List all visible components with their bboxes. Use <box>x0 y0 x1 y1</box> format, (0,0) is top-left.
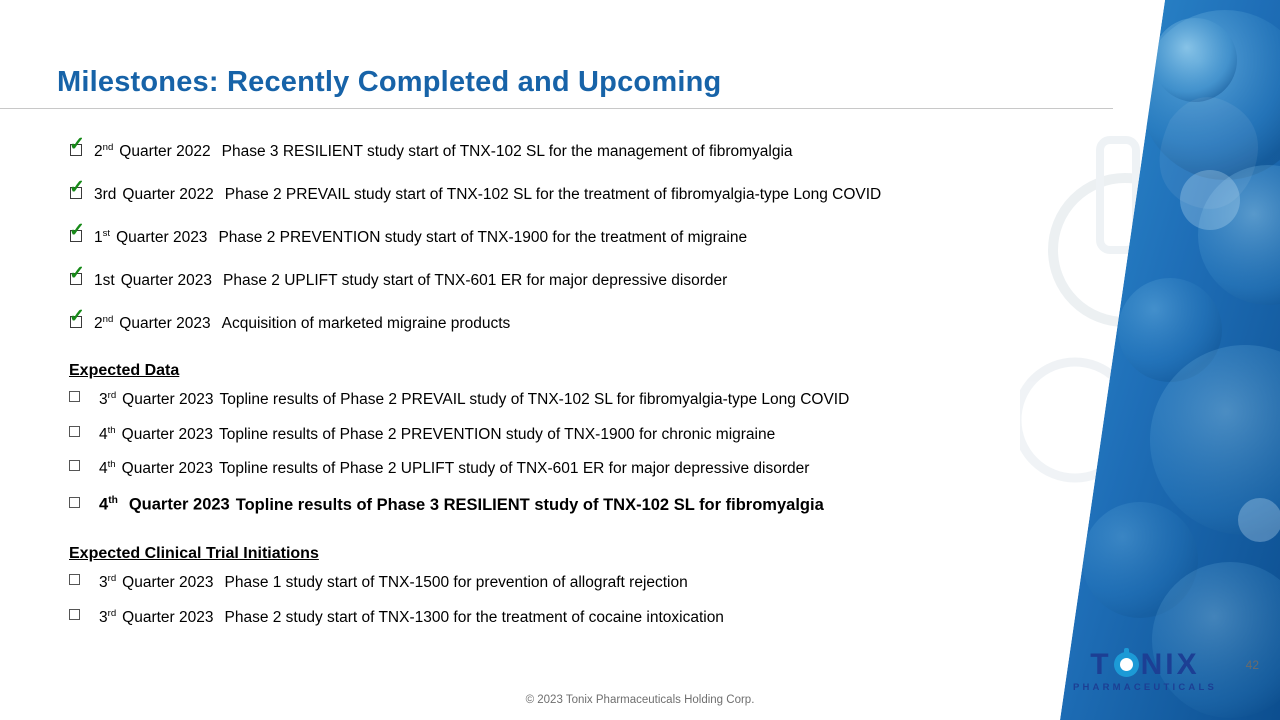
milestone-quarter: 1st Quarter 2023 <box>94 228 208 247</box>
empty-checkbox-icon <box>69 609 83 623</box>
milestone-text: Topline results of Phase 2 PREVENTION study of TNX-1900 for chronic migraine <box>218 426 776 444</box>
milestone-quarter: 2nd Quarter 2023 <box>94 314 211 333</box>
section-heading-expected-data: Expected Data <box>69 362 180 379</box>
list-item <box>69 608 724 627</box>
list-item <box>69 495 824 515</box>
empty-checkbox-icon <box>69 460 83 474</box>
list-item <box>69 390 849 409</box>
logo-o-icon <box>1114 652 1139 677</box>
milestone-quarter: 4th Quarter 2023 <box>99 459 213 478</box>
milestone-quarter: 1st Quarter 2023 <box>94 272 213 290</box>
list-item <box>69 459 809 478</box>
list-item <box>69 220 748 247</box>
list-item <box>69 177 882 204</box>
checkmark-icon: ✓ <box>69 134 85 156</box>
empty-checkbox-icon <box>69 497 83 511</box>
page-number: 42 <box>1245 658 1259 672</box>
milestone-text: Topline results of Phase 3 RESILIENT study of TNX-102 SL for fibromyalgia <box>235 495 824 514</box>
milestone-quarter: 3rd Quarter 2023 <box>99 573 214 592</box>
list-item <box>69 573 688 592</box>
empty-checkbox-icon <box>69 574 83 588</box>
logo-subtitle: PHARMACEUTICALS <box>1072 681 1217 693</box>
milestone-quarter: 3rd Quarter 2022 <box>94 186 214 204</box>
company-logo <box>1072 647 1217 693</box>
section-heading-expected-trials: Expected Clinical Trial Initiations <box>69 545 319 562</box>
checkmark-icon: ✓ <box>69 177 85 199</box>
checkmark-icon: ✓ <box>69 263 85 285</box>
list-item <box>69 425 775 444</box>
logo-wordmark <box>1073 647 1217 681</box>
list-item <box>69 306 511 333</box>
empty-checkbox-icon <box>69 426 83 440</box>
logo-letter-t: T <box>1090 647 1112 681</box>
milestone-quarter: 3rd Quarter 2023 <box>99 608 214 627</box>
empty-checkbox-icon <box>69 391 83 405</box>
milestone-text: Phase 2 PREVENTION study start of TNX-1900 for the treatment of migraine <box>218 229 748 247</box>
list-item <box>69 263 728 290</box>
logo-letters-nix: NIX <box>1140 647 1200 681</box>
title-divider <box>0 108 1113 109</box>
milestone-text: Acquisition of marketed migraine products <box>221 315 511 333</box>
milestone-text: Phase 2 study start of TNX-1300 for the treatment of cocaine intoxication <box>224 609 724 627</box>
milestone-text: Phase 2 PREVAIL study start of TNX-102 SL for the treatment of fibromyalgia-type Long COVID <box>224 186 882 204</box>
milestone-text: Phase 2 UPLIFT study start of TNX-601 ER for major depressive disorder <box>223 272 728 290</box>
milestone-quarter: 4th Quarter 2023 <box>99 425 213 444</box>
milestone-quarter: 2nd Quarter 2022 <box>94 142 211 161</box>
milestone-text: Phase 3 RESILIENT study start of TNX-102 SL for the management of fibromyalgia <box>221 143 793 161</box>
milestone-text: Topline results of Phase 2 PREVAIL study of TNX-102 SL for fibromyalgia-type Long COVID <box>219 391 850 409</box>
milestone-text: Topline results of Phase 2 UPLIFT study of TNX-601 ER for major depressive disorder <box>218 460 810 478</box>
checkmark-icon: ✓ <box>69 306 85 328</box>
page-title: Milestones: Recently Completed and Upcoming <box>57 66 722 98</box>
list-item <box>69 134 793 161</box>
milestone-quarter: 4th Quarter 2023 <box>99 495 230 514</box>
milestone-quarter: 3rd Quarter 2023 <box>99 390 214 409</box>
copyright-notice: © 2023 Tonix Pharmaceuticals Holding Corp. <box>525 694 755 706</box>
milestone-text: Phase 1 study start of TNX-1500 for prevention of allograft rejection <box>224 574 688 592</box>
checkmark-icon: ✓ <box>69 220 85 242</box>
